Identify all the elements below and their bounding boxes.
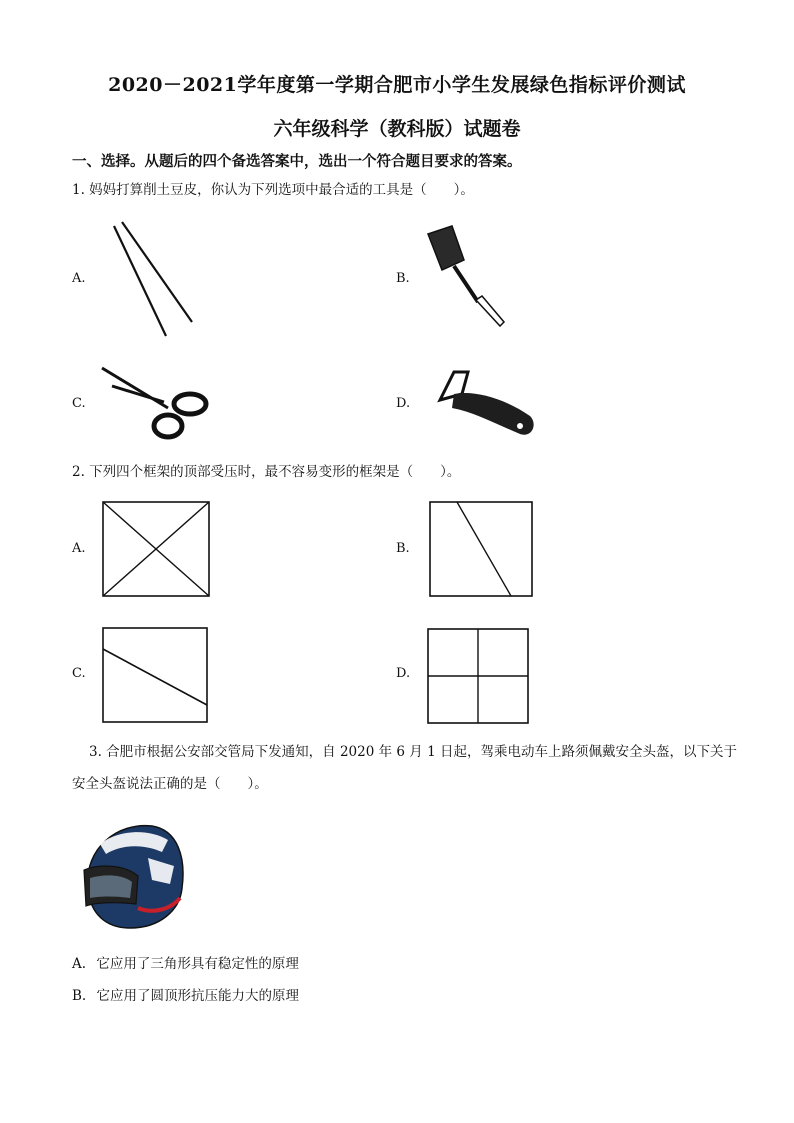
q2-option-d-label: D. <box>396 666 411 681</box>
q1-option-d-label: D. <box>396 396 411 411</box>
q3-option-a-text: 它应用了三角形具有稳定性的原理 <box>96 956 299 972</box>
helmet-icon <box>78 818 190 934</box>
q1-option-b-label: B. <box>396 271 410 286</box>
frame-slant-icon <box>102 627 208 723</box>
section-heading: 一、选择。从题后的四个备选答案中，选出一个符合题目要求的答案。 <box>72 153 522 170</box>
frame-x-icon <box>102 501 210 597</box>
page-subtitle: 六年级科学（教科版）试题卷 <box>273 118 521 140</box>
question-2-stem: 2. 下列四个框架的顶部受压时，最不容易变形的框架是（ ）。 <box>72 464 461 480</box>
q3-option-b-label: B. <box>72 988 87 1004</box>
question-3-stem-line2: 安全头盔说法正确的是（ ）。 <box>72 776 268 792</box>
frame-cross-icon <box>427 628 529 724</box>
scissors-icon <box>98 362 212 444</box>
q2-option-a-label: A. <box>72 541 86 556</box>
q3-option-a-label: A. <box>72 956 87 972</box>
page-title: 2020－2021学年度第一学期合肥市小学生发展绿色指标评价测试 <box>108 74 686 96</box>
frame-diagonal-icon <box>429 501 533 597</box>
q1-option-a-label: A. <box>72 271 86 286</box>
chopsticks-icon <box>108 218 198 340</box>
question-1-stem: 1. 妈妈打算削土豆皮，你认为下列选项中最合适的工具是（ ）。 <box>72 182 474 198</box>
peeler-icon <box>434 364 540 440</box>
q3-option-b-text: 它应用了圆顶形抗压能力大的原理 <box>96 988 300 1004</box>
q3-option-b <box>72 984 299 1004</box>
question-3-stem-line1: 3. 合肥市根据公安部交管局下发通知，自 2020 年 6 月 1 日起，驾乘电动车上路须佩戴安全头盔，以下关于 <box>89 744 737 760</box>
q3-option-a <box>72 952 299 972</box>
q2-option-c-label: C. <box>72 666 86 681</box>
q2-option-b-label: B. <box>396 541 410 556</box>
spatula-icon <box>418 222 514 334</box>
q1-option-c-label: C. <box>72 396 86 411</box>
